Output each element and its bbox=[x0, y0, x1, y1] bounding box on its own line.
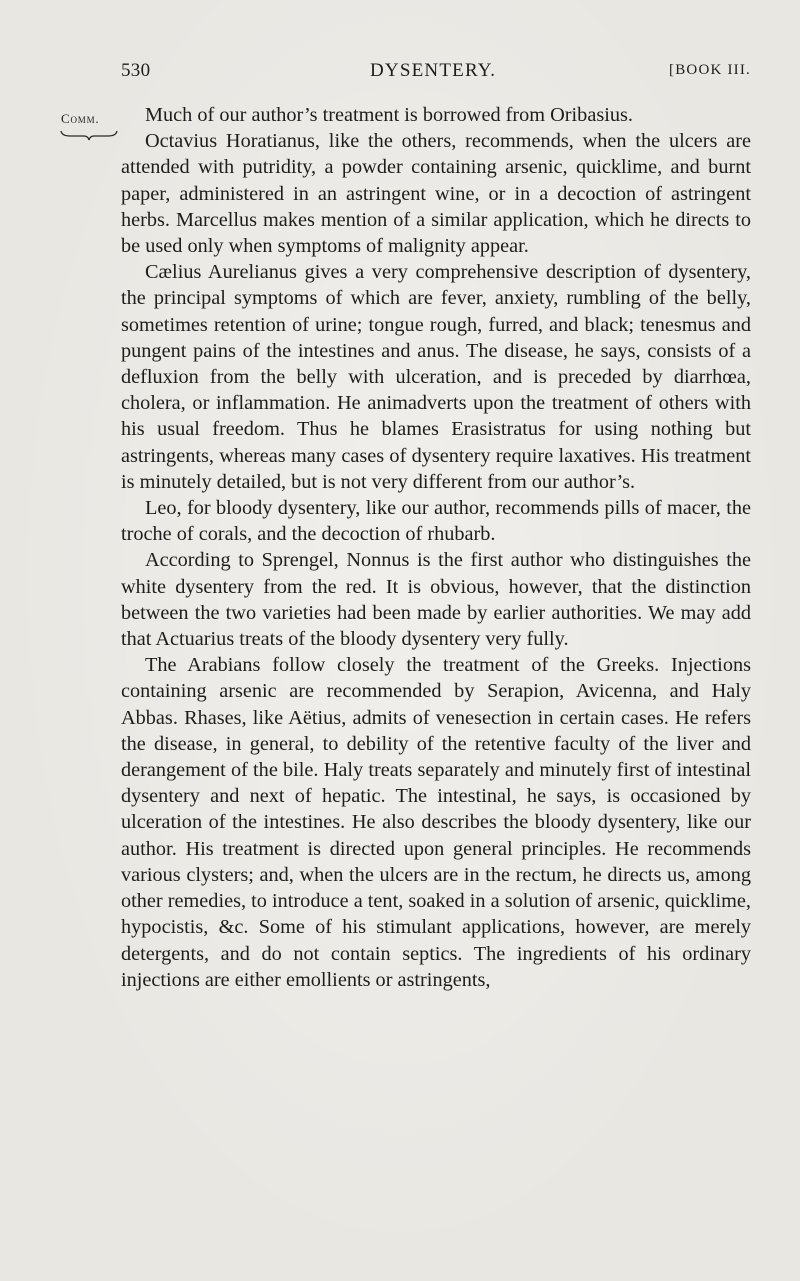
body-text bbox=[121, 102, 751, 993]
book-reference: [BOOK III. bbox=[669, 62, 751, 78]
paragraph: Cælius Aurelianus gives a very comprehensive description of dysentery, the principal symptoms of which are fever, anxiety, rumbling of the belly, sometimes retention of urine; tongue rough, furred, and black; tenesmus and pungent pains of the intestines and anus. The disease, he says, consists of a defluxion from the belly with ulceration, and is preceded by diarrhœa, cholera, or inflammation. He animadverts upon the treatment of others with his usual freedom. Thus he blames Erasistratus for using nothing but astringents, whereas many cases of dysentery require laxatives. His treatment is minutely detailed, but is not very different from our author’s. bbox=[121, 261, 751, 493]
running-title: DYSENTERY. bbox=[370, 60, 497, 81]
margin-note: Comm. bbox=[61, 111, 100, 126]
paragraph: The Arabians follow closely the treatment of the Greeks. Injections containing arsenic are recommended by Serapion, Avicenna, and Haly Abbas. Rhases, like Aëtius, admits of venesection in certain cases. He refers the disease, in general, to debility of the retentive faculty of the liver and derangement of the bile. Haly treats separately and minutely first of intestinal dysentery and next of hepatic. The intestinal, he says, is occasioned by ulceration of the intestines. He also describes the bloody dysentery, like our author. His treatment is directed upon general principles. He recommends various clysters; and, when the ulcers are in the rectum, he directs us, among other remedies, to introduce a tent, soaked in a solution of arsenic, quicklime, hypocistis, &c. Some of his stimulant applications, however, are merely detergents, and do not contain septics. The ingredients of his ordinary injections are either emollients or astringents, bbox=[121, 654, 751, 991]
paragraph: Leo, for bloody dysentery, like our author, recommends pills of macer, the troche of corals, and the decoction of rhubarb. bbox=[121, 497, 751, 546]
paragraph: Much of our author’s treatment is borrowed from Oribasius. bbox=[145, 104, 633, 126]
paragraph: Octavius Horatianus, like the others, recommends, when the ulcers are attended with putridity, a powder containing arsenic, quicklime, and burnt paper, administered in an astringent wine, or in a decoction of astringent herbs. Marcellus makes mention of a similar application, which he directs to be used only when symptoms of malignity appear. bbox=[121, 130, 751, 258]
running-head bbox=[121, 60, 751, 86]
page-number: 530 bbox=[121, 60, 151, 81]
margin-brace-icon bbox=[60, 129, 118, 141]
paragraph: According to Sprengel, Nonnus is the first author who distinguishes the white dysentery from the red. It is obvious, however, that the distinction between the two varieties had been made by earlier authorities. We may add that Actuarius treats of the bloody dysentery very fully. bbox=[121, 549, 751, 651]
